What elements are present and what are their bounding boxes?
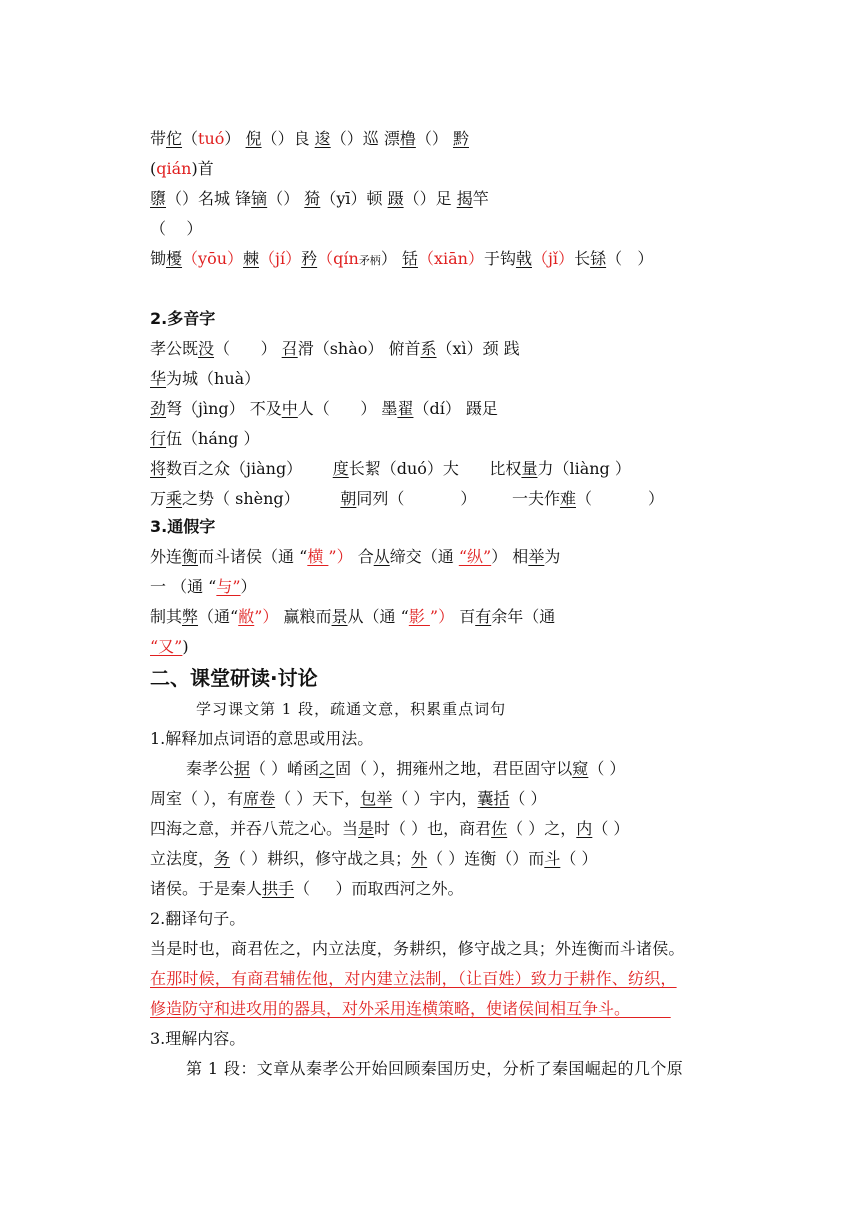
question-1-title: 1.解释加点词语的意思或用法。 — [150, 729, 374, 748]
pinyin-line-1: 带佗（tuó） 倪（）良 逡（）巡 漂橹（） 黔 — [150, 129, 469, 148]
pinyin-line-3: 隳（）名城 锋镝（） 猗（yī）顿 蹑（）足 揭竿 — [150, 189, 489, 208]
q1-line-2: 周室（ ），有席卷（ ）天下，包举（ ）宇内，囊括（ ） — [150, 789, 547, 808]
poly-line-3: 劲弩（jìng） 不及中人（ ） 墨翟（dí） 蹑足 — [150, 399, 498, 418]
tongjia-line-1: 外连衡而斗诸侯（通 “横 ”） 合从缔交（通 “纵”） 相举为 — [150, 547, 561, 566]
tongjia-line-2: 一 （通 “与”） — [150, 577, 257, 596]
poly-line-2: 华为城（huà） — [150, 369, 261, 388]
pinyin-line-5: 锄櫌（yōu）棘（jí）矜（qín矛柄） 铦（xiān）于钩戟（jǐ）长铩（ ） — [150, 249, 654, 268]
question-3-title: 3.理解内容。 — [150, 1029, 246, 1048]
q2-answer-line-2: 修造防守和进攻用的器具，对外采用连横策略，使诸侯间相互争斗。 — [150, 999, 631, 1018]
q1-line-4: 立法度，务（ ）耕织，修守战之具；外（ ）连衡（）而斗（ ） — [150, 849, 598, 868]
main-heading: 二、课堂研读·讨论 — [150, 666, 318, 690]
q1-line-3: 四海之意，并吞八荒之心。当是时（ ）也，商君佐（ ）之，内（ ） — [150, 819, 630, 838]
pinyin-line-4: （ ） — [150, 219, 203, 238]
q3-text: 第 1 段：文章从秦孝公开始回顾秦国历史，分析了秦国崛起的几个原 — [186, 1059, 684, 1078]
q2-answer-line-1: 在那时候，有商君辅佐他，对内建立法制，（让百姓）致力于耕作、纺织， — [150, 969, 677, 988]
section-heading-tongjia: 3.通假字 — [150, 517, 216, 536]
q2-sentence: 当是时也，商君佐之，内立法度，务耕织，修守战之具；外连衡而斗诸侯。 — [150, 939, 685, 958]
q1-line-5: 诸侯。于是秦人拱手（ ）而取西河之外。 — [150, 879, 464, 898]
q1-line-1: 秦孝公据（ ）崤函之固（ ），拥雍州之地，君臣固守以窥（ ） — [186, 759, 626, 778]
poly-line-5: 将数百之众（jiàng） 度长絜（duó）大 比权量力（liàng ） — [150, 459, 631, 478]
tongjia-line-3: 制其弊（通“敝”） 赢粮而景从（通 “影 ”） 百有余年（通 — [150, 607, 556, 626]
tongjia-line-4: “又”) — [150, 637, 189, 656]
poly-line-6: 万乘之势（ shèng） 朝同列（ ） 一夫作难（ ） — [150, 489, 664, 508]
poly-line-4: 行伍（háng ） — [150, 429, 260, 448]
pinyin-line-2: (qián)首 — [150, 159, 214, 178]
section-heading-polyphonic: 2.多音字 — [150, 309, 216, 328]
subtitle: 学习课文第 1 段，疏通文意，积累重点词句 — [196, 700, 507, 718]
question-2-title: 2.翻译句子。 — [150, 909, 246, 928]
poly-line-1: 孝公既没（ ） 召滑（shào） 俯首系（xì）颈 践 — [150, 339, 520, 358]
